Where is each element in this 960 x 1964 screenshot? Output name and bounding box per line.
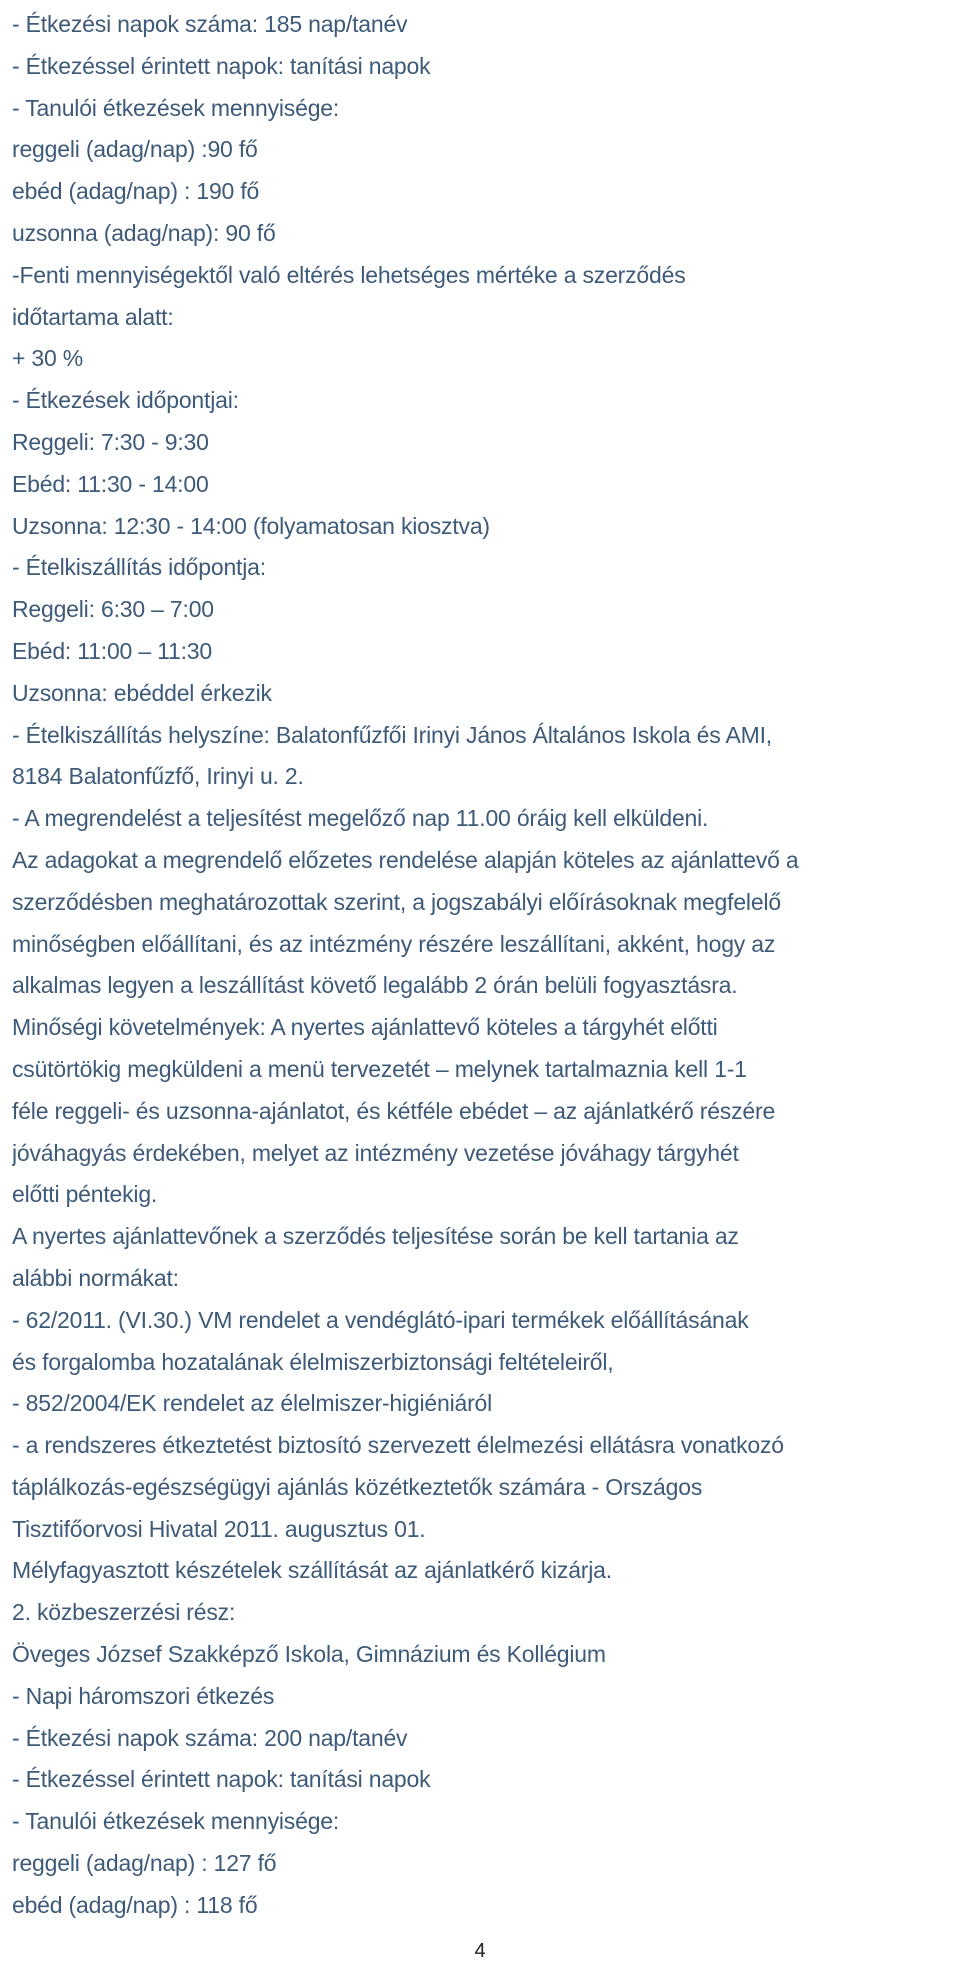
- text-line: Mélyfagyasztott készételek szállítását az ajánlatkérő kizárja.: [12, 1557, 612, 1584]
- text-line: minőségben előállítani, és az intézmény részére leszállítani, akként, hogy az: [12, 930, 776, 957]
- text-line: Ebéd: 11:00 – 11:30: [12, 637, 212, 664]
- text-line: uzsonna (adag/nap): 90 fő: [12, 219, 276, 246]
- text-line: reggeli (adag/nap) :90 fő: [12, 136, 258, 163]
- text-line: Tisztifőorvosi Hivatal 2011. augusztus 01.: [12, 1515, 426, 1542]
- text-line: Uzsonna: ebéddel érkezik: [12, 679, 272, 706]
- text-line: - Napi háromszori étkezés: [12, 1682, 275, 1709]
- text-line: Öveges József Szakképző Iskola, Gimnázium és Kollégium: [12, 1641, 606, 1668]
- text-line: -Fenti mennyiségektől való eltérés lehetséges mértéke a szerződés: [12, 261, 686, 288]
- text-line: - Ételkiszállítás időpontja:: [12, 554, 266, 581]
- text-line: Az adagokat a megrendelő előzetes rendelése alapján köteles az ajánlattevő a: [12, 846, 799, 873]
- text-line: táplálkozás-egészségügyi ajánlás közétkeztetők számára - Országos: [12, 1473, 703, 1500]
- text-line: féle reggeli- és uzsonna-ajánlatot, és kétféle ebédet – az ajánlatkérő részére: [12, 1097, 776, 1124]
- text-line: - Étkezési napok száma: 200 nap/tanév: [12, 1724, 408, 1751]
- text-line: - 852/2004/EK rendelet az élelmiszer-higiéniáról: [12, 1390, 493, 1417]
- text-line: reggeli (adag/nap) : 127 fő: [12, 1850, 277, 1877]
- text-line: Reggeli: 7:30 - 9:30: [12, 428, 209, 455]
- page-number: 4: [474, 1940, 486, 1962]
- text-line: - Ételkiszállítás helyszíne: Balatonfűzfői Irinyi János Általános Iskola és AMI,: [12, 721, 772, 748]
- text-line: - a rendszeres étkeztetést biztosító szervezett élelmezési ellátásra vonatkozó: [12, 1432, 784, 1459]
- text-line: 8184 Balatonfűzfő, Irinyi u. 2.: [12, 763, 304, 790]
- text-line: Minőségi követelmények: A nyertes ajánlattevő köteles a tárgyhét előtti: [12, 1014, 718, 1041]
- text-line: A nyertes ajánlattevőnek a szerződés teljesítése során be kell tartania az: [12, 1223, 739, 1250]
- text-line: alábbi normákat:: [12, 1264, 179, 1291]
- text-line: előtti péntekig.: [12, 1181, 158, 1208]
- text-line: - Tanulói étkezések mennyisége:: [12, 1808, 340, 1835]
- text-line: Ebéd: 11:30 - 14:00: [12, 470, 209, 497]
- text-line: + 30 %: [12, 345, 84, 372]
- text-line: - Étkezések időpontjai:: [12, 387, 239, 414]
- text-line: Reggeli: 6:30 – 7:00: [12, 596, 214, 623]
- document-body: [12, 4, 960, 1927]
- text-line: szerződésben meghatározottak szerint, a jogszabályi előírásoknak megfelelő: [12, 888, 781, 915]
- text-line: jóváhagyás érdekében, melyet az intézmény vezetése jóváhagy tárgyhét: [12, 1139, 739, 1166]
- text-line: - Étkezéssel érintett napok: tanítási napok: [12, 52, 431, 79]
- text-line: alkalmas legyen a leszállítást követő legalább 2 órán belüli fogyasztásra.: [12, 972, 738, 999]
- text-line: - Étkezési napok száma: 185 nap/tanév: [12, 11, 408, 37]
- text-line: ebéd (adag/nap) : 118 fő: [12, 1891, 258, 1918]
- text-line: - Étkezéssel érintett napok: tanítási napok: [12, 1766, 431, 1793]
- text-line: Uzsonna: 12:30 - 14:00 (folyamatosan kiosztva): [12, 512, 490, 539]
- text-line: - 62/2011. (VI.30.) VM rendelet a vendéglátó-ipari termékek előállításának: [12, 1306, 749, 1333]
- text-line: és forgalomba hozatalának élelmiszerbiztonsági feltételeiről,: [12, 1348, 614, 1375]
- text-line: - A megrendelést a teljesítést megelőző nap 11.00 óráig kell elküldeni.: [12, 805, 709, 832]
- text-line: csütörtökig megküldeni a menü tervezetét – melynek tartalmaznia kell 1-1: [12, 1055, 747, 1082]
- text-line: 2. közbeszerzési rész:: [12, 1599, 236, 1626]
- text-line: ebéd (adag/nap) : 190 fő: [12, 178, 260, 205]
- text-line: - Tanulói étkezések mennyisége:: [12, 94, 340, 121]
- text-line: időtartama alatt:: [12, 303, 174, 330]
